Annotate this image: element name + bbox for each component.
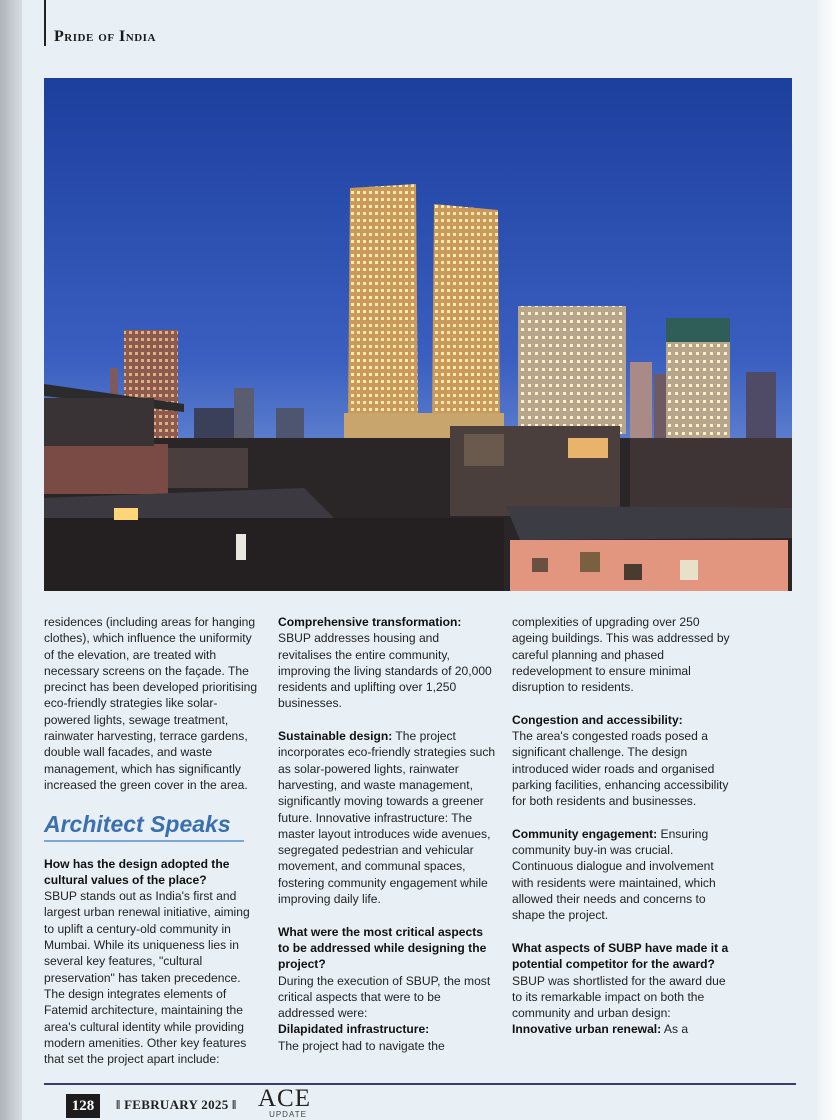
bullet-title: Community engagement: <box>512 826 658 841</box>
next-page-edge <box>818 0 840 1120</box>
bullet-text: The project incorporates eco-friendly strategies such as solar-powered lights, rainwater harvesting, and waste management, significantly moving towards a greener future. Innovative infrastructure: The master layout introduces wide avenues, segregated pedestrian and vehicular movement, and communal spaces, fostering community engagement while improving daily life. <box>278 729 496 907</box>
bullet-text: The project had to navigate the <box>278 1038 445 1053</box>
body-paragraph: During the execution of SBUP, the most critical aspects that were to be addressed were: <box>278 973 491 1021</box>
bullet-title: Innovative urban renewal: <box>512 1022 662 1037</box>
city-skyline-photo <box>44 78 792 591</box>
page-gutter <box>0 0 22 1120</box>
page-number: 128 <box>66 1094 100 1118</box>
bullet-text: SBUP addresses housing and revitalises the entire community, improving the living standards of 20,000 residents and uplifting over 1,250 businesses. <box>278 631 492 711</box>
interview-question: What were the most critical aspects to be addressed while designing the project? <box>278 924 487 972</box>
pink-foreground-building <box>510 540 788 591</box>
bullet-text: Ensuring community buy-in was crucial. Continuous dialogue and involvement with residents were maintained, which allowed their needs and concerns to shape the project. <box>512 826 716 923</box>
bullet-title: Congestion and accessibility: <box>512 712 683 727</box>
body-paragraph: complexities of upgrading over 250 ageing buildings. This was addressed by careful planning and phased redevelopment to ensure minimal disruption to residents. <box>512 615 730 695</box>
architect-speaks-heading: Architect Speaks <box>44 810 244 842</box>
twin-tower-left <box>348 184 418 423</box>
section-title: Pride of India <box>54 28 156 45</box>
bullet-title: Comprehensive transformation: <box>278 615 462 629</box>
logo-main-text: ACE <box>258 1088 311 1112</box>
text-column-3 <box>512 614 730 1038</box>
body-paragraph: SBUP stands out as India's first and largest urban renewal initiative, aiming to uplift a century-old community in Mumbai. While its uniqueness lies in several key features, "cultural preservation" has taken precedence. The design integrates elements of Fatemid architecture, maintaining the area's cultural identity while providing modern amenities. Other key features that set the project apart include: <box>44 889 250 1067</box>
footer-rule <box>44 1083 796 1085</box>
issue-date: ‖ FEBRUARY 2025 ‖ <box>116 1097 237 1112</box>
bullet-title: Dilapidated infrastructure: <box>278 1022 430 1037</box>
mid-right-tower <box>518 306 626 434</box>
logo-sub-text: UPDATE <box>269 1110 307 1119</box>
interview-question: How has the design adopted the cultural values of the place? <box>44 856 230 887</box>
bullet-text: The area's congested roads posed a significant challenge. The design introduced wider roads and organised parking facilities, enhancing accessibility for both residents and businesses. <box>512 729 729 809</box>
hero-photo <box>44 78 792 591</box>
bullet-title: Sustainable design: <box>278 729 393 744</box>
body-paragraph: residences (including areas for hanging clothes), which influence the uniformity of the elevation, are treated with necessary screens on the façade. The precinct has been developed prioritising eco-friendly strategies like solar-powered lights, sewage treatment, rainwater harvesting, terrace gardens, double wall facades, and waste management, which has significantly increased the green cover in the area. <box>44 615 258 792</box>
ace-update-logo <box>258 1088 318 1120</box>
body-paragraph: SBUP was shortlisted for the award due to its remarkable impact on both the community and urban design: <box>512 973 726 1021</box>
header-rule <box>44 0 46 46</box>
twin-tower-right <box>432 204 500 423</box>
text-column-2 <box>278 614 496 1054</box>
bullet-text: As a <box>661 1022 689 1037</box>
text-column-1 <box>44 614 262 1084</box>
interview-question: What aspects of SUBP have made it a potential competitor for the award? <box>512 940 729 972</box>
